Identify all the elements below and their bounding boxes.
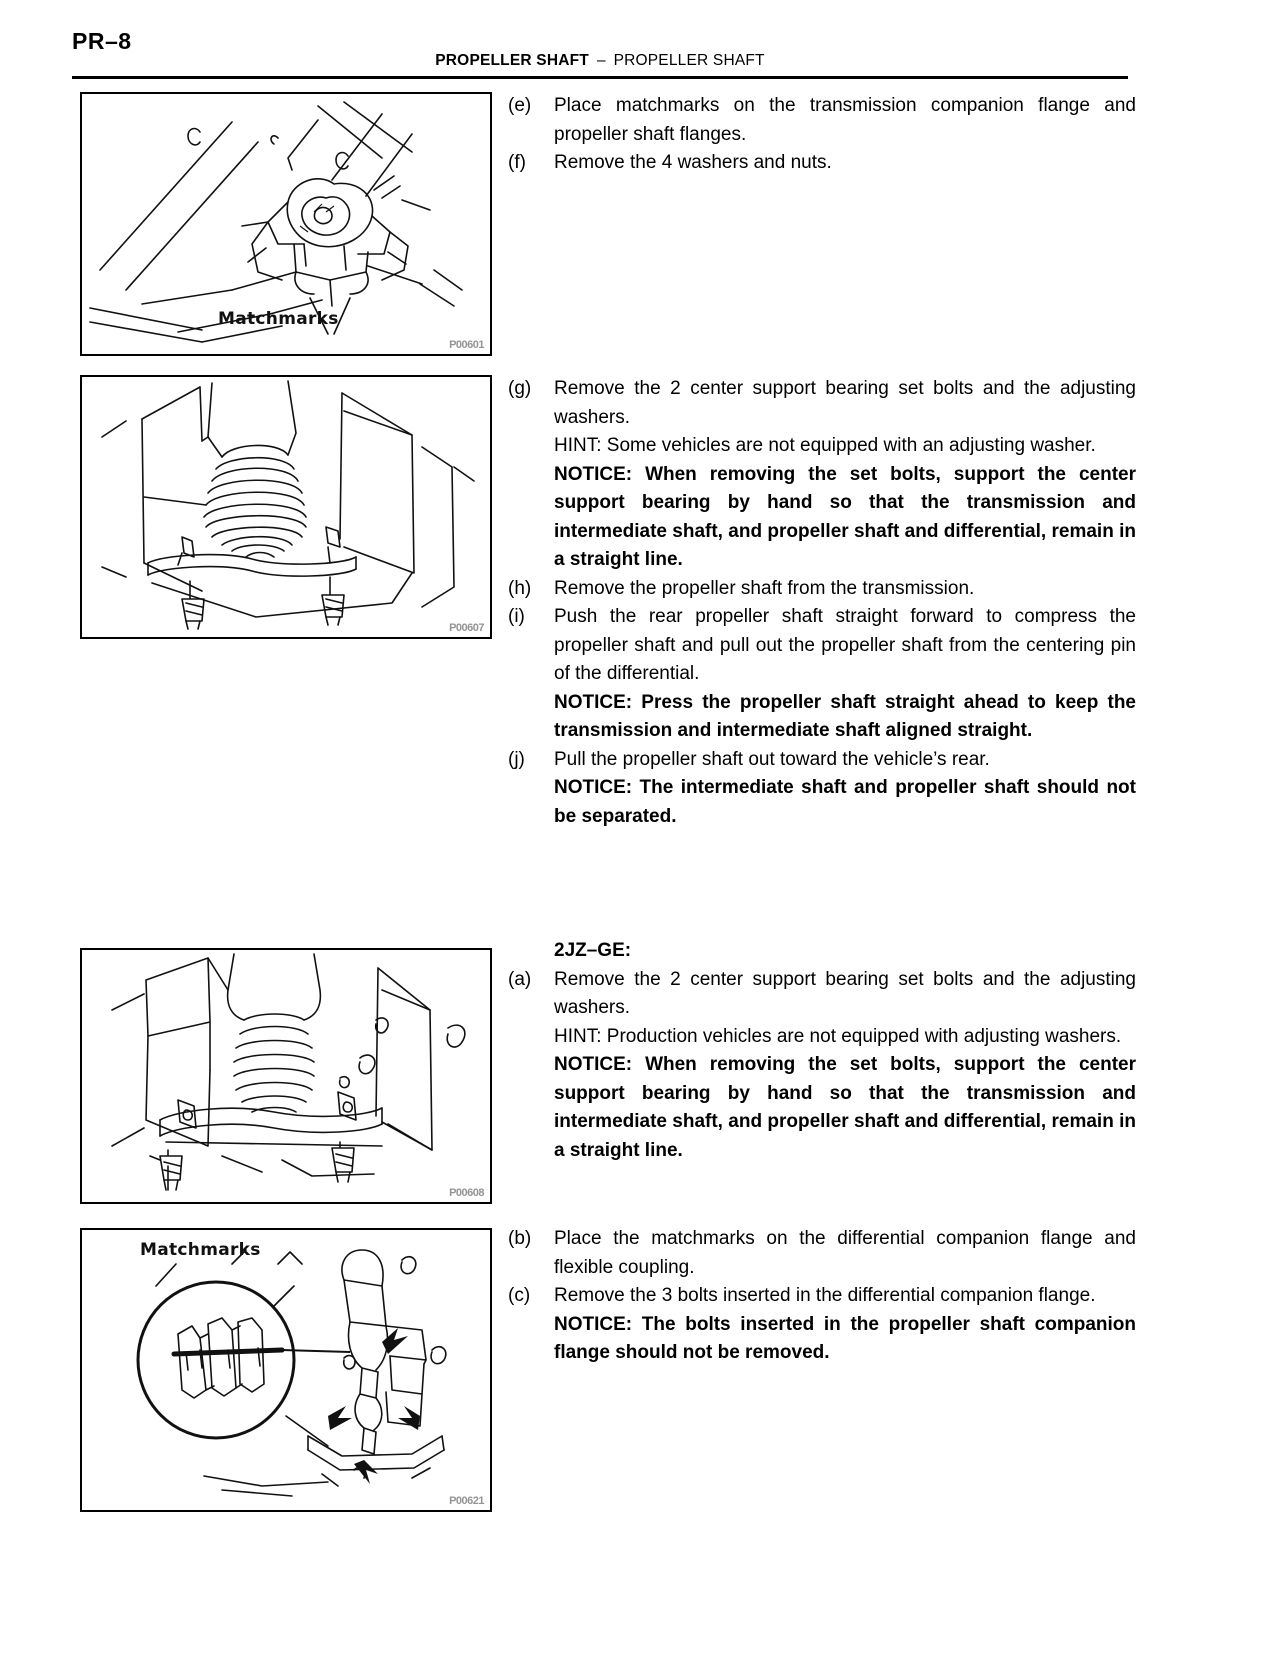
figure-transmission-companion-flange-matchmarks	[80, 92, 492, 356]
figure-4-code: P00621	[449, 1495, 484, 1507]
step-g-line-1: Remove the 2 center support bearing set bolts and the adjusting washers.	[554, 378, 1136, 428]
figure-center-support-bearing-2jzge	[80, 948, 492, 1204]
step-g-notice: NOTICE: When removing the set bolts, support the center support bearing by hand so that the transmission and intermediate shaft, and propeller shaft and differential, remain in a straight line.	[554, 463, 1136, 570]
figure-4-illustration	[82, 1230, 486, 1506]
step-j-line-1: Pull the propeller shaft out toward the vehicle’s rear.	[554, 748, 990, 770]
step-b-marker: (b)	[508, 1228, 532, 1249]
header-title-separator: –	[596, 52, 606, 69]
step-c-notice: NOTICE: The bolts inserted in the propeller shaft companion flange should not be removed.	[554, 1313, 1136, 1363]
step-c-marker: (c)	[508, 1285, 531, 1306]
instruction-block-3	[508, 937, 1136, 1165]
figure-center-support-bearing-set-bolts	[80, 375, 492, 639]
header-divider	[72, 76, 1128, 79]
figure-1-label: Matchmarks	[218, 309, 339, 329]
step-f-line-1: Remove the 4 washers and nuts.	[554, 152, 832, 173]
step-i-notice: NOTICE: Press the propeller shaft straight ahead to keep the transmission and intermediate shaft aligned straight.	[554, 691, 1136, 741]
step-a	[508, 966, 1136, 1166]
step-h-marker: (h)	[508, 577, 532, 599]
instruction-block-4	[508, 1225, 1136, 1368]
header-title	[72, 52, 1128, 70]
instruction-block-2	[508, 375, 1136, 831]
step-g-body	[554, 375, 1136, 575]
step-b-body	[554, 1225, 1136, 1282]
step-i-body	[554, 603, 1136, 746]
step-j	[508, 746, 1136, 832]
step-c-body	[554, 1282, 1136, 1368]
step-a-body	[554, 966, 1136, 1166]
figure-2-illustration	[82, 377, 486, 633]
step-j-notice: NOTICE: The intermediate shaft and propeller shaft should not be separated.	[554, 777, 1136, 827]
step-b	[508, 1225, 1136, 1282]
step-j-body	[554, 746, 1136, 832]
step-i-marker: (i)	[508, 606, 525, 627]
step-i-line-1: Push the rear propeller shaft straight forward to compress the propeller shaft and pull out the propeller shaft from the centering pin of the differential.	[554, 606, 1136, 684]
figure-2-code: P00607	[449, 622, 484, 634]
page-number: PR–8	[72, 28, 132, 54]
step-h-line-1: Remove the propeller shaft from the transmission.	[554, 577, 975, 599]
step-g-hint: HINT: Some vehicles are not equipped with an adjusting washer.	[554, 435, 1096, 456]
step-h-body	[554, 575, 1136, 604]
step-a-hint: HINT: Production vehicles are not equipped with adjusting washers.	[554, 1025, 1122, 1047]
header-title-section: PROPELLER SHAFT	[435, 52, 589, 69]
step-f-body	[554, 149, 1136, 178]
header-title-subsection: PROPELLER SHAFT	[613, 52, 765, 69]
step-e-marker: (e)	[508, 95, 532, 116]
step-c-line-1: Remove the 3 bolts inserted in the differential companion flange.	[554, 1285, 1096, 1306]
step-a-notice: NOTICE: When removing the set bolts, support the center support bearing by hand so that the transmission and intermediate shaft, and propeller shaft and differential, remain in a straight line.	[554, 1054, 1136, 1161]
step-e-body	[554, 92, 1136, 149]
engine-variant-heading: 2JZ–GE:	[554, 940, 632, 961]
figure-3-code: P00608	[449, 1187, 484, 1199]
step-a-marker: (a)	[508, 968, 532, 990]
step-e-line-1: Place matchmarks on the transmission companion flange and propeller shaft flanges.	[554, 95, 1136, 145]
step-g-marker: (g)	[508, 378, 532, 399]
figure-1-code: P00601	[449, 339, 484, 351]
figure-differential-companion-flange-matchmarks	[80, 1228, 492, 1512]
step-i	[508, 603, 1136, 746]
step-b-line-1: Place the matchmarks on the differential companion flange and flexible coupling.	[554, 1228, 1136, 1278]
step-e	[508, 92, 1136, 149]
step-f	[508, 149, 1136, 178]
step-c	[508, 1282, 1136, 1368]
figure-4-label: Matchmarks	[140, 1240, 261, 1260]
step-g	[508, 375, 1136, 575]
step-a-line-1: Remove the 2 center support bearing set bolts and the adjusting washers.	[554, 968, 1136, 1018]
step-j-marker: (j)	[508, 748, 525, 770]
step-h	[508, 575, 1136, 604]
step-f-marker: (f)	[508, 152, 526, 173]
figure-3-illustration	[82, 950, 486, 1198]
instruction-block-1	[508, 92, 1136, 178]
